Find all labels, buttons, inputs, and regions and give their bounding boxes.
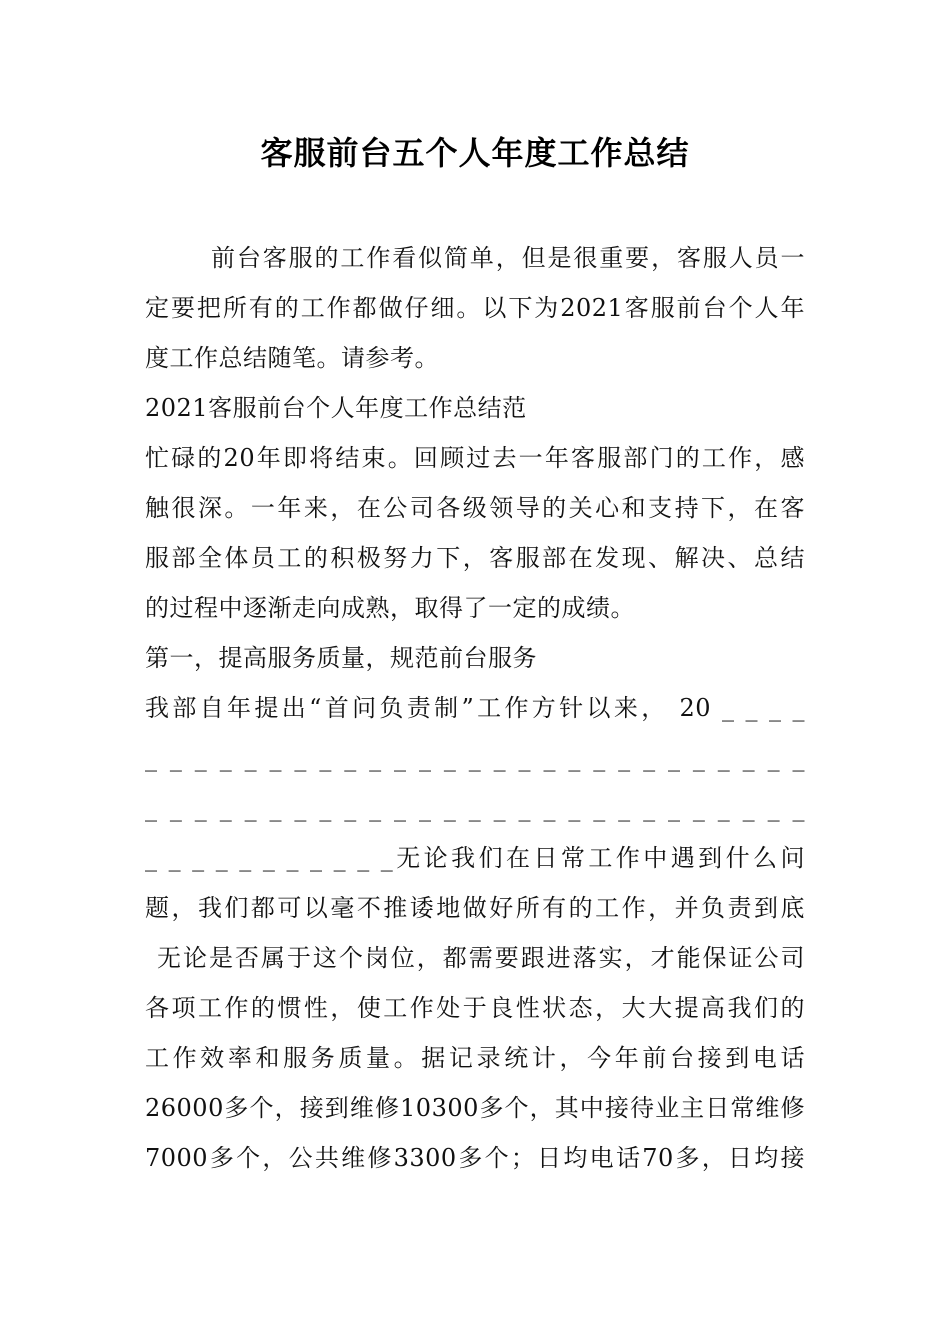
paragraph-line: 度工作总结随笔。请参考。 <box>145 344 439 372</box>
paragraph-line: 触很深。一年来，在公司各级领导的关心和支持下，在客 <box>145 494 805 522</box>
paragraph-line: 题，我们都可以毫不推诿地做好所有的工作，并负责到底 <box>145 894 805 922</box>
blank-fill-line: _ _ _ _ _ _ _ _ _ _ _ _ _ _ _ _ _ _ _ _ _ _ _ _ _ _ _ <box>145 744 805 772</box>
section-heading: 第一，提高服务质量，规范前台服务 <box>145 644 537 672</box>
paragraph-line: 各项工作的惯性，使工作处于良性状态，大大提高我们的 <box>145 994 805 1022</box>
paragraph-line: 定要把所有的工作都做仔细。以下为2021客服前台个人年 <box>145 294 805 322</box>
paragraph-line: 无论是否属于这个岗位，都需要跟进落实，才能保证公司 <box>157 944 805 972</box>
blank-fill-line: _ _ _ _ _ _ _ _ _ _ _ _ _ _ _ _ _ _ _ _ _ _ _ _ _ _ _ <box>145 794 805 822</box>
paragraph-line: 26000多个，接到维修10300多个，其中接待业主日常维修 <box>145 1094 805 1122</box>
document-title: 客服前台五个人年度工作总结 <box>260 134 690 172</box>
section-heading: 2021客服前台个人年度工作总结范 <box>145 394 527 422</box>
paragraph-line: 我部自年提出“首问负责制”工作方针以来， 20 _ _ _ _ <box>145 694 805 722</box>
paragraph-line: 7000多个，公共维修3300多个；日均电话70多，日均接 <box>145 1144 805 1172</box>
paragraph-line: 前台客服的工作看似简单，但是很重要，客服人员一 <box>211 244 805 272</box>
paragraph-line: 的过程中逐渐走向成熟，取得了一定的成绩。 <box>145 594 635 622</box>
paragraph-line: 忙碌的20年即将结束。回顾过去一年客服部门的工作，感 <box>145 444 805 472</box>
paragraph-line: 工作效率和服务质量。据记录统计，今年前台接到电话 <box>145 1044 805 1072</box>
paragraph-line: 服部全体员工的积极努力下，客服部在发现、解决、总结 <box>145 544 805 572</box>
paragraph-line: _ _ _ _ _ _ _ _ _ _ _无论我们在日常工作中遇到什么问 <box>145 844 805 872</box>
